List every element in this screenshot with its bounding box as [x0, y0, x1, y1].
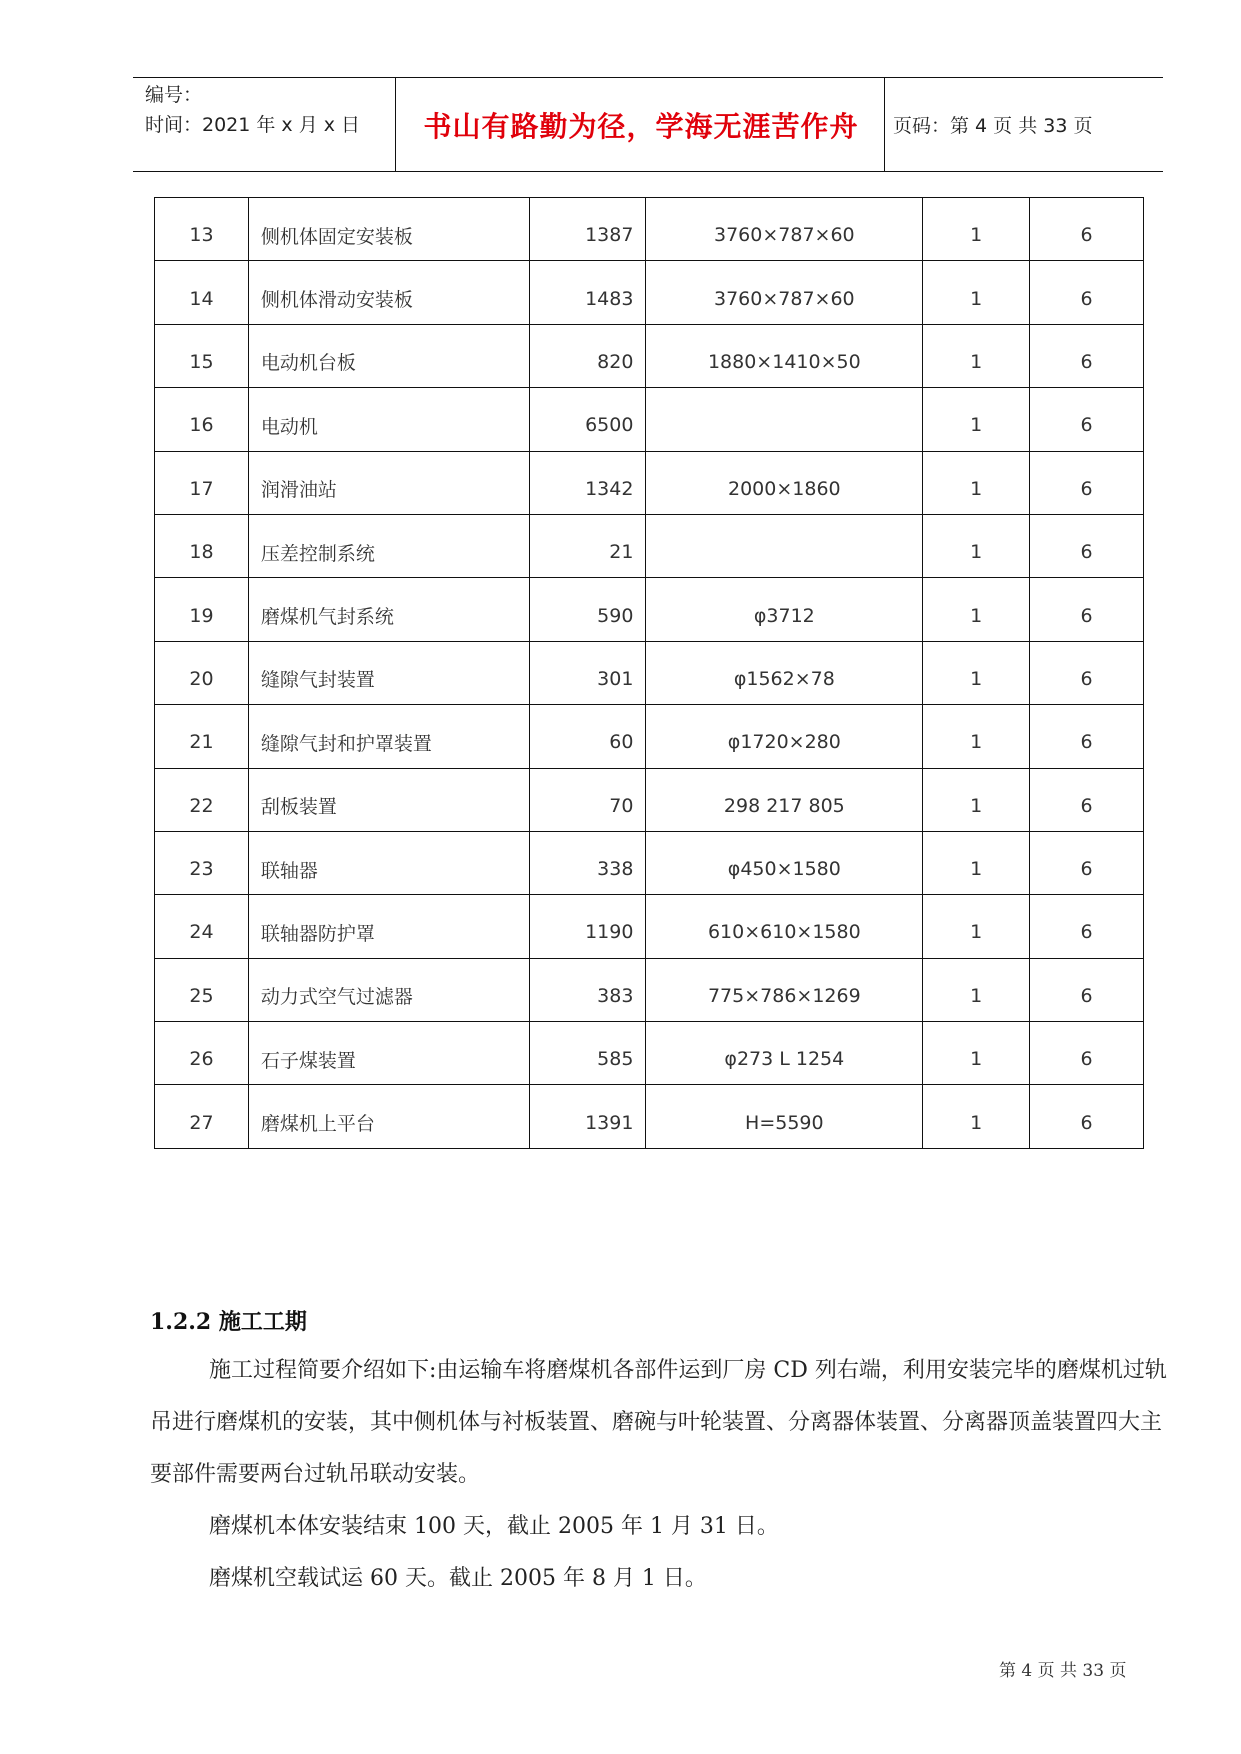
part-name-cell: 动力式空气过滤器	[248, 958, 529, 1021]
qty-cell: 1	[923, 261, 1030, 324]
qty-cell: 1	[923, 578, 1030, 641]
row-index-cell: 24	[155, 895, 249, 958]
dimension-cell	[646, 514, 923, 577]
dimension-cell: 3760×787×60	[646, 261, 923, 324]
weight-cell: 383	[529, 958, 646, 1021]
row-index-cell: 18	[155, 514, 249, 577]
table-row	[155, 324, 1144, 387]
table-row	[155, 705, 1144, 768]
part-name-cell: 石子煤装置	[248, 1022, 529, 1085]
table-row	[155, 451, 1144, 514]
paragraph-schedule-1: 磨煤机本体安装结束 100 天，截止 2005 年 1 月 31 日。	[209, 1514, 779, 1539]
qty-cell: 1	[923, 958, 1030, 1021]
weight-cell: 1387	[529, 198, 646, 261]
part-name-cell: 缝隙气封和护罩装置	[248, 705, 529, 768]
weight-cell: 60	[529, 705, 646, 768]
value-cell: 6	[1030, 388, 1144, 451]
table-row	[155, 831, 1144, 894]
page-footer: 第 4 页 共 33 页	[999, 1661, 1127, 1681]
row-index-cell: 21	[155, 705, 249, 768]
dimension-cell: H=5590	[646, 1085, 923, 1148]
row-index-cell: 19	[155, 578, 249, 641]
qty-cell: 1	[923, 831, 1030, 894]
dimension-cell: φ273 L 1254	[646, 1022, 923, 1085]
part-name-cell: 润滑油站	[248, 451, 529, 514]
qty-cell: 1	[923, 768, 1030, 831]
weight-cell: 1483	[529, 261, 646, 324]
value-cell: 6	[1030, 895, 1144, 958]
value-cell: 6	[1030, 1022, 1144, 1085]
value-cell: 6	[1030, 261, 1144, 324]
part-name-cell: 磨煤机气封系统	[248, 578, 529, 641]
table-row	[155, 1085, 1144, 1148]
part-name-cell: 缝隙气封装置	[248, 641, 529, 704]
weight-cell: 338	[529, 831, 646, 894]
weight-cell: 1391	[529, 1085, 646, 1148]
weight-cell: 1190	[529, 895, 646, 958]
dimension-cell: φ1720×280	[646, 705, 923, 768]
value-cell: 6	[1030, 641, 1144, 704]
section-heading: 1.2.2 施工工期	[150, 1309, 307, 1335]
value-cell: 6	[1030, 958, 1144, 1021]
weight-cell: 1342	[529, 451, 646, 514]
part-name-cell: 刮板装置	[248, 768, 529, 831]
dimension-cell: 775×786×1269	[646, 958, 923, 1021]
row-index-cell: 17	[155, 451, 249, 514]
value-cell: 6	[1030, 198, 1144, 261]
weight-cell: 585	[529, 1022, 646, 1085]
part-name-cell: 联轴器	[248, 831, 529, 894]
part-name-cell: 电动机台板	[248, 324, 529, 387]
part-name-cell: 电动机	[248, 388, 529, 451]
qty-cell: 1	[923, 198, 1030, 261]
qty-cell: 1	[923, 514, 1030, 577]
value-cell: 6	[1030, 451, 1144, 514]
weight-cell: 70	[529, 768, 646, 831]
value-cell: 6	[1030, 705, 1144, 768]
qty-cell: 1	[923, 1022, 1030, 1085]
header-divider	[884, 78, 885, 171]
row-index-cell: 22	[155, 768, 249, 831]
table-row	[155, 261, 1144, 324]
dimension-cell: 2000×1860	[646, 451, 923, 514]
weight-cell: 6500	[529, 388, 646, 451]
table-row	[155, 578, 1144, 641]
row-index-cell: 26	[155, 1022, 249, 1085]
value-cell: 6	[1030, 768, 1144, 831]
header-left	[145, 80, 360, 140]
row-index-cell: 15	[155, 324, 249, 387]
parts-table	[154, 197, 1144, 1149]
qty-cell: 1	[923, 895, 1030, 958]
dimension-cell: 610×610×1580	[646, 895, 923, 958]
row-index-cell: 16	[155, 388, 249, 451]
header-motto: 书山有路勤为径，学海无涯苦作舟	[423, 109, 859, 143]
table-row	[155, 641, 1144, 704]
weight-cell: 590	[529, 578, 646, 641]
table-row	[155, 514, 1144, 577]
qty-cell: 1	[923, 324, 1030, 387]
dimension-cell: φ3712	[646, 578, 923, 641]
qty-cell: 1	[923, 388, 1030, 451]
value-cell: 6	[1030, 831, 1144, 894]
dimension-cell: 298 217 805	[646, 768, 923, 831]
table-row	[155, 958, 1144, 1021]
value-cell: 6	[1030, 324, 1144, 387]
row-index-cell: 25	[155, 958, 249, 1021]
table-row	[155, 388, 1144, 451]
row-index-cell: 13	[155, 198, 249, 261]
table-row	[155, 1022, 1144, 1085]
paragraph-schedule-2: 磨煤机空载试运 60 天。截止 2005 年 8 月 1 日。	[209, 1566, 707, 1591]
table-row	[155, 198, 1144, 261]
weight-cell: 301	[529, 641, 646, 704]
weight-cell: 21	[529, 514, 646, 577]
part-name-cell: 压差控制系统	[248, 514, 529, 577]
qty-cell: 1	[923, 1085, 1030, 1148]
dimension-cell: 3760×787×60	[646, 198, 923, 261]
dimension-cell	[646, 388, 923, 451]
row-index-cell: 23	[155, 831, 249, 894]
doc-number-label: 编号：	[145, 84, 203, 106]
qty-cell: 1	[923, 451, 1030, 514]
qty-cell: 1	[923, 705, 1030, 768]
table-row	[155, 768, 1144, 831]
value-cell: 6	[1030, 514, 1144, 577]
page-header	[133, 77, 1163, 172]
value-cell: 6	[1030, 578, 1144, 641]
row-index-cell: 14	[155, 261, 249, 324]
row-index-cell: 27	[155, 1085, 249, 1148]
header-divider	[395, 78, 396, 171]
value-cell: 6	[1030, 1085, 1144, 1148]
dimension-cell: φ450×1580	[646, 831, 923, 894]
table-row	[155, 895, 1144, 958]
part-name-cell: 侧机体滑动安装板	[248, 261, 529, 324]
dimension-cell: φ1562×78	[646, 641, 923, 704]
part-name-cell: 磨煤机上平台	[248, 1085, 529, 1148]
row-index-cell: 20	[155, 641, 249, 704]
paragraph-intro: 施工过程简要介绍如下:由运输车将磨煤机各部件运到厂房 CD 列右端，利用安装完毕的磨煤机过轨吊进行磨煤机的安装，其中侧机体与衬板装置、磨碗与叶轮装置、分离器体装置、分离器顶盖装置四大主要部件需要两台过轨吊联动安装。	[150, 1358, 1167, 1487]
dimension-cell: 1880×1410×50	[646, 324, 923, 387]
part-name-cell: 侧机体固定安装板	[248, 198, 529, 261]
part-name-cell: 联轴器防护罩	[248, 895, 529, 958]
weight-cell: 820	[529, 324, 646, 387]
header-page-label: 页码：第 4 页 共 33 页	[893, 115, 1093, 137]
time-label: 时间：2021 年 x 月 x 日	[145, 114, 361, 136]
qty-cell: 1	[923, 641, 1030, 704]
